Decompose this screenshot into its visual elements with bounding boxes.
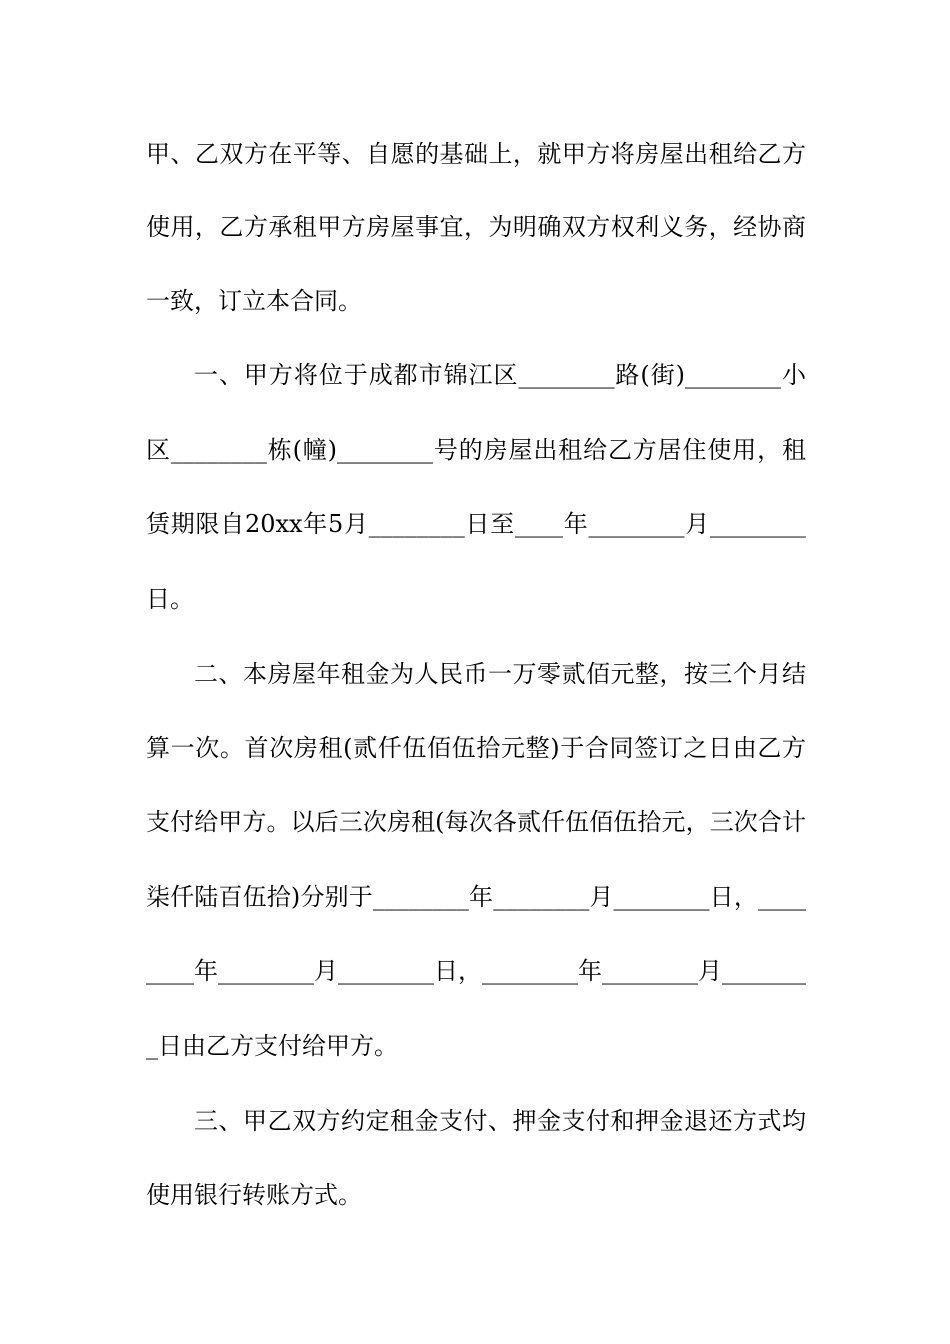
clause-two-line: ____年________月________日，________年________月_______ [146,957,806,985]
clause-two-line: 二、本房屋年租金为人民币一万零贰佰元整，按三个月结 [194,660,806,688]
clause-two-line: 柒仟陆百伍拾)分别于________年________月________日，____ [146,883,806,911]
clause-one-line: 区________栋(幢)________号的房屋出租给乙方居住使用，租 [146,436,806,464]
paragraph-line: 甲、乙双方在平等、自愿的基础上，就甲方将房屋出租给乙方 [146,140,806,168]
clause-three-line: 使用银行转账方式。 [146,1181,362,1209]
clause-one-line: 日。 [146,585,194,613]
clause-two-line: 支付给甲方。以后三次房租(每次各贰仟伍佰伍拾元，三次合计 [146,808,806,836]
clause-one-line: 一、甲方将位于成都市锦江区________路(街)________小 [194,361,806,389]
clause-two-line: _日由乙方支付给甲方。 [146,1032,398,1060]
paragraph-line: 使用，乙方承租甲方房屋事宜，为明确双方权利义务，经协商 [146,213,806,241]
clause-two-line: 算一次。首次房租(贰仟伍佰伍拾元整)于合同签订之日由乙方 [146,734,806,762]
clause-one-line: 赁期限自20xx年5月________日至____年________月________ [146,510,806,538]
paragraph-line: 一致，订立本合同。 [146,287,362,315]
clause-three-line: 三、甲乙双方约定租金支付、押金支付和押金退还方式均 [194,1107,806,1135]
